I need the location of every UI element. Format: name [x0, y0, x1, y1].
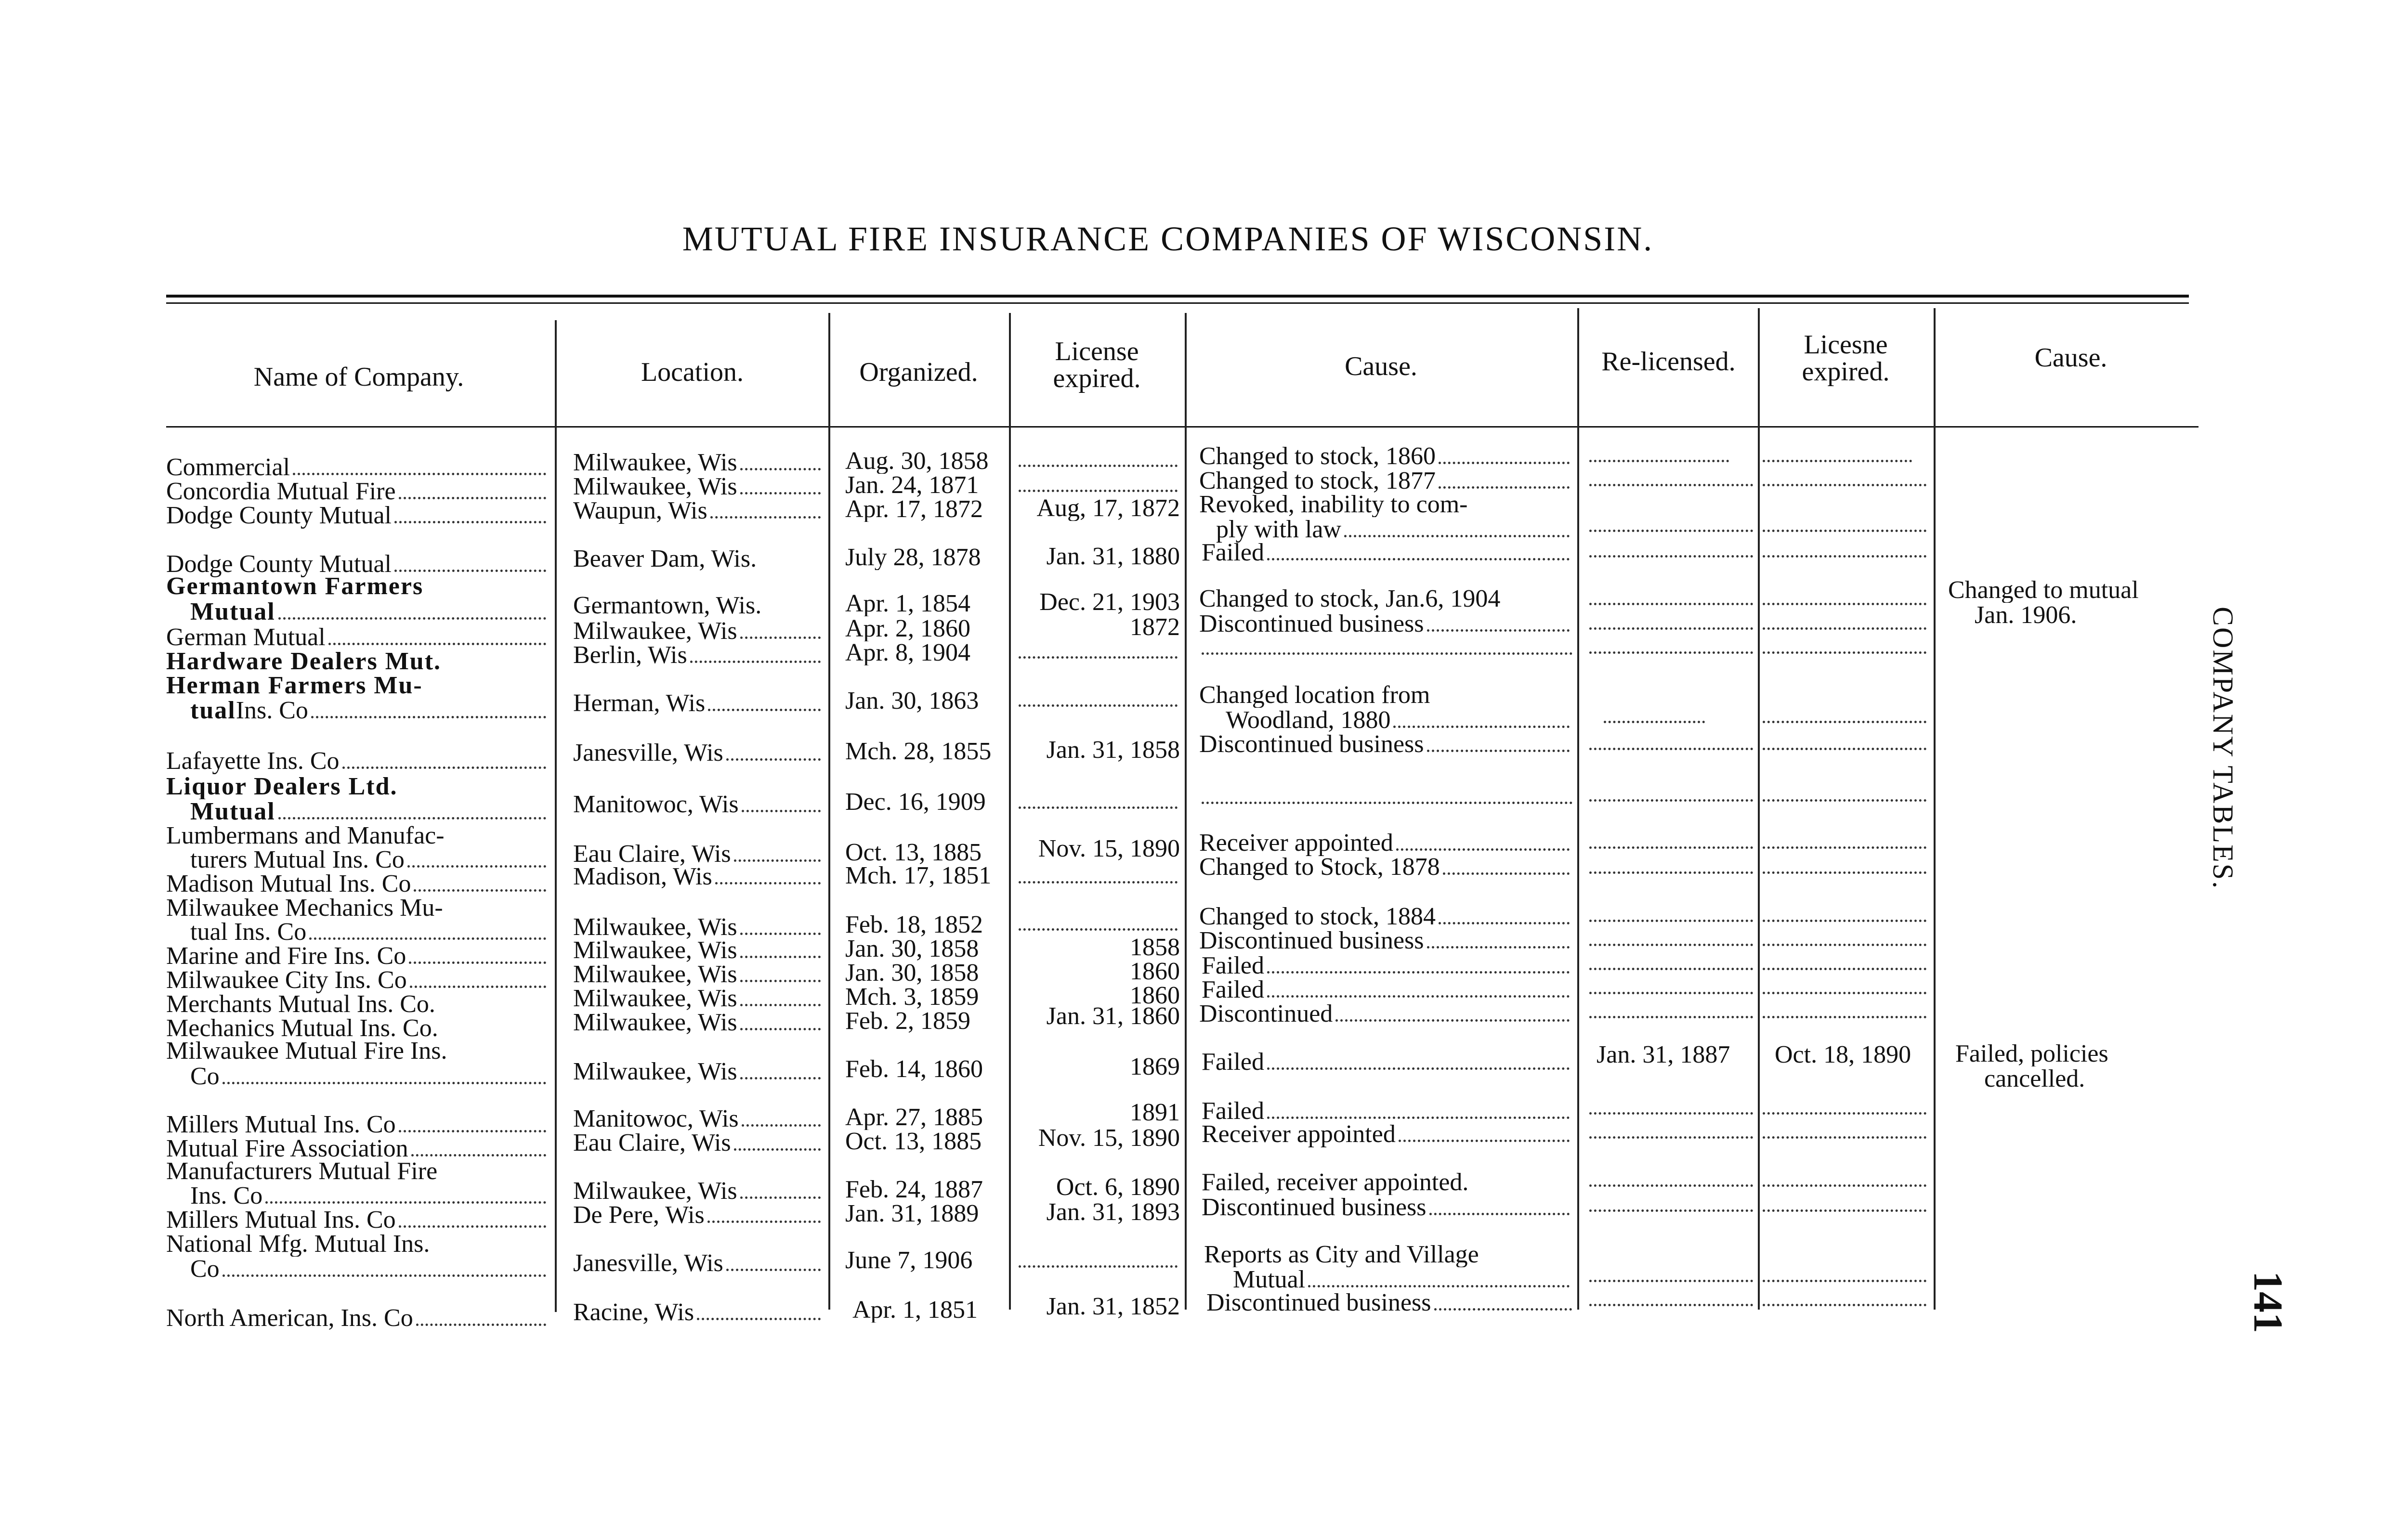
page-number: 141	[2245, 1271, 2291, 1333]
empty-leader	[1763, 944, 1926, 946]
cause-text: Reports as City and Village	[1204, 1242, 1479, 1267]
empty-leader	[1763, 968, 1926, 970]
cause-text: Changed location from	[1199, 683, 1430, 708]
cause-text: Failed	[1202, 1050, 1572, 1075]
organized-date: Aug. 30, 1858	[845, 449, 989, 474]
company-location: Manitowoc, Wis	[573, 792, 824, 818]
empty-leader	[1763, 1304, 1926, 1306]
organized-date: Feb. 2, 1859	[845, 1009, 970, 1034]
empty-leader	[1763, 484, 1926, 486]
cause-text: Failed	[1202, 540, 1572, 566]
company-name: Madison Mutual Ins. Co	[166, 871, 549, 897]
license-expired-date: Jan. 31, 1860	[1046, 1004, 1180, 1029]
company-name: Concordia Mutual Fire	[166, 479, 549, 505]
empty-leader	[1589, 799, 1753, 802]
header-license-line2: expired.	[1053, 364, 1141, 393]
empty-leader	[1604, 721, 1705, 723]
empty-leader	[1763, 799, 1926, 802]
empty-leader	[1589, 871, 1753, 874]
top-rule	[166, 295, 2189, 298]
cause-text: Changed to stock, 1860	[1199, 444, 1572, 469]
company-location: Janesville, Wis	[573, 741, 824, 766]
empty-leader	[1589, 460, 1729, 462]
empty-leader	[1763, 651, 1926, 654]
company-name: Commercial	[166, 455, 549, 481]
company-name: Millers Mutual Ins. Co	[166, 1112, 549, 1138]
empty-leader	[1589, 1184, 1753, 1187]
empty-leader	[1589, 1209, 1753, 1212]
empty-leader	[1589, 530, 1753, 532]
cause-text: Revoked, inability to com-	[1199, 492, 1468, 517]
empty-leader	[1589, 1016, 1753, 1018]
organized-date: Jan. 24, 1871	[845, 473, 979, 498]
header-license-expired	[1011, 338, 1182, 392]
column-divider	[1009, 313, 1011, 1310]
organized-date: Jan. 30, 1863	[845, 689, 979, 714]
company-name-cont: turers Mutual Ins. Co	[190, 847, 549, 873]
company-location: Milwaukee, Wis	[573, 962, 824, 987]
cause-text: Changed to stock, Jan.6, 1904	[1199, 586, 1501, 611]
company-name: Germantown Farmers	[166, 574, 424, 599]
company-location: Janesville, Wis	[573, 1251, 824, 1276]
cause-text: Discontinued business	[1202, 1195, 1572, 1221]
organized-date: Mch. 3, 1859	[845, 985, 979, 1010]
empty-leader	[1589, 920, 1753, 922]
company-name-cont: Co	[190, 1064, 549, 1090]
organized-date: Feb. 14, 1860	[845, 1057, 983, 1082]
empty-leader	[1019, 465, 1178, 467]
organized-date: Apr. 1, 1851	[852, 1298, 978, 1323]
empty-leader	[1763, 1280, 1926, 1282]
company-location: Herman, Wis	[573, 691, 824, 716]
header-cause-2: Cause.	[2034, 343, 2107, 373]
company-name: Manufacturers Mutual Fire	[166, 1159, 438, 1184]
empty-leader	[1589, 846, 1753, 849]
cause-2-text-cont: Jan. 1906.	[1975, 603, 2077, 628]
organized-date: July 28, 1878	[845, 545, 981, 570]
cause-text: Changed to stock, 1877	[1199, 468, 1572, 494]
empty-leader	[1019, 806, 1178, 809]
license-expired-date: Nov. 15, 1890	[1038, 1126, 1180, 1151]
company-name-cont: tual Ins. Co	[190, 698, 549, 724]
company-name: Marine and Fire Ins. Co	[166, 944, 549, 969]
company-location: Milwaukee, Wis	[573, 1010, 824, 1036]
license-expired-date: 1860	[1130, 983, 1180, 1008]
empty-leader	[1589, 1280, 1753, 1282]
cause-text: Failed	[1202, 1099, 1572, 1124]
organized-date: Apr. 17, 1872	[845, 497, 983, 522]
empty-leader	[1589, 944, 1753, 946]
column-divider	[1577, 308, 1579, 1310]
running-head-side: COMPANY TABLES.	[2207, 607, 2239, 890]
cause-text: Discontinued	[1199, 1001, 1572, 1027]
company-name: Lumbermans and Manufac-	[166, 823, 445, 848]
company-location: Eau Claire, Wis	[573, 1130, 824, 1156]
license-expired-date: 1858	[1130, 935, 1180, 960]
license-expired-date: 1860	[1130, 959, 1180, 984]
company-name: German Mutual	[166, 625, 549, 650]
top-rule-thin	[166, 302, 2189, 304]
organized-date: Oct. 13, 1885	[845, 1129, 982, 1154]
cause-text: Failed	[1202, 953, 1572, 979]
company-location: De Pere, Wis	[573, 1203, 824, 1228]
company-name: Dodge County Mutual	[166, 503, 549, 529]
cause-text: Failed, receiver appointed.	[1202, 1170, 1469, 1195]
company-location: Milwaukee, Wis	[573, 938, 824, 963]
empty-leader	[1763, 460, 1912, 462]
company-name: Millers Mutual Ins. Co	[166, 1208, 549, 1233]
column-divider	[828, 313, 830, 1310]
company-name: Herman Farmers Mu-	[166, 673, 423, 698]
company-name: Merchants Mutual Ins. Co.	[166, 992, 435, 1017]
organized-date: Jan. 31, 1889	[845, 1201, 979, 1226]
header-bottom-rule	[166, 426, 2199, 428]
empty-leader	[1589, 484, 1753, 486]
company-name: Liquor Dealers Ltd.	[166, 774, 398, 799]
empty-leader	[1589, 555, 1753, 558]
cause-text-cont: Woodland, 1880	[1226, 708, 1572, 733]
company-name: Hardware Dealers Mut.	[166, 649, 442, 674]
company-location: Manitowoc, Wis	[573, 1106, 824, 1132]
empty-leader	[1763, 603, 1926, 605]
header-organized: Organized.	[859, 357, 978, 387]
empty-leader	[1763, 992, 1926, 994]
company-location: Milwaukee, Wis	[573, 1179, 824, 1204]
organized-date: Mch. 28, 1855	[845, 739, 992, 764]
organized-date: Apr. 2, 1860	[845, 616, 970, 641]
cause-2-text-cont: cancelled.	[1984, 1066, 2085, 1091]
cause-text: Failed	[1202, 977, 1572, 1003]
license-expired-date: Nov. 15, 1890	[1038, 836, 1180, 861]
empty-leader	[1589, 992, 1753, 994]
cause-text: Receiver appointed	[1199, 831, 1572, 856]
empty-leader	[1589, 968, 1753, 970]
organized-date: Apr. 8, 1904	[845, 640, 970, 665]
empty-leader	[1202, 652, 1572, 655]
cause-text: Discontinued business	[1199, 732, 1572, 757]
cause-2-text: Failed, policies	[1955, 1041, 2108, 1066]
license-expired-date: Oct. 6, 1890	[1056, 1175, 1180, 1200]
cause-text: Changed to stock, 1884	[1199, 904, 1572, 930]
column-divider	[555, 320, 557, 1312]
empty-leader	[1019, 928, 1178, 931]
company-location: Madison, Wis	[573, 864, 824, 890]
empty-leader	[1589, 748, 1753, 750]
company-location: Waupun, Wis	[573, 498, 824, 524]
empty-leader	[1763, 920, 1926, 922]
empty-leader	[1763, 721, 1926, 723]
empty-leader	[1589, 603, 1753, 605]
license-expired-2-date: Oct. 18, 1890	[1775, 1042, 1911, 1067]
license-expired-date: 1872	[1130, 615, 1180, 640]
column-divider	[1185, 313, 1187, 1310]
company-name-cont: Mutual	[190, 599, 549, 625]
empty-leader	[1763, 627, 1926, 630]
empty-leader	[1019, 704, 1178, 707]
cause-text: Discontinued business	[1199, 928, 1572, 954]
organized-date: Dec. 16, 1909	[845, 790, 986, 815]
license-expired-date: Jan. 31, 1858	[1046, 738, 1180, 763]
license-expired-date: Dec. 21, 1903	[1039, 590, 1180, 615]
empty-leader	[1763, 748, 1926, 750]
cause-text: Changed to Stock, 1878	[1199, 855, 1572, 880]
license-expired-date: 1891	[1130, 1100, 1180, 1125]
column-divider	[1758, 308, 1760, 1310]
company-name-cont: tual Ins. Co	[190, 920, 549, 945]
company-name: Milwaukee City Ins. Co	[166, 968, 549, 993]
company-name: Mutual Fire Association	[166, 1136, 549, 1162]
empty-leader	[1763, 1136, 1926, 1139]
cause-text: Discontinued business	[1199, 611, 1572, 637]
license-expired-date: Jan. 31, 1852	[1046, 1294, 1180, 1319]
header-license-expired-2	[1760, 331, 1931, 385]
company-location: Germantown, Wis.	[573, 593, 762, 618]
company-name: National Mfg. Mutual Ins.	[166, 1232, 430, 1257]
organized-date: Feb. 24, 1887	[845, 1177, 983, 1202]
company-location: Milwaukee, Wis	[573, 986, 824, 1012]
company-name: North American, Ins. Co	[166, 1306, 549, 1331]
company-location: Milwaukee, Wis	[573, 915, 824, 940]
company-location: Milwaukee, Wis	[573, 619, 824, 644]
empty-leader	[1763, 1184, 1926, 1187]
company-location: Milwaukee, Wis	[573, 1059, 824, 1085]
relicensed-date: Jan. 31, 1887	[1597, 1042, 1730, 1067]
organized-date: Oct. 13, 1885	[845, 840, 982, 865]
organized-date: Apr. 27, 1885	[845, 1105, 983, 1130]
header-license2-line1: Licesne	[1804, 330, 1888, 360]
company-location: Milwaukee, Wis	[573, 450, 824, 476]
empty-leader	[1019, 490, 1178, 492]
organized-date: Jan. 30, 1858	[845, 936, 979, 961]
company-name: Milwaukee Mechanics Mu-	[166, 896, 443, 921]
empty-leader	[1763, 555, 1926, 558]
empty-leader	[1763, 846, 1926, 849]
header-location: Location.	[641, 357, 744, 387]
company-name-cont: Ins. Co	[190, 1183, 549, 1209]
cause-text-cont: Mutual	[1233, 1267, 1572, 1293]
header-license2-line2: expired.	[1802, 357, 1890, 387]
empty-leader	[1019, 656, 1178, 659]
empty-leader	[1589, 1304, 1753, 1306]
organized-date: Jan. 30, 1858	[845, 961, 979, 986]
organized-date: Mch. 17, 1851	[845, 863, 992, 888]
empty-leader	[1589, 651, 1753, 654]
empty-leader	[1589, 1112, 1753, 1115]
header-license-line1: License	[1055, 337, 1139, 366]
empty-leader	[1589, 627, 1753, 630]
company-name: Dodge County Mutual	[166, 552, 549, 577]
header-cause: Cause.	[1345, 351, 1417, 381]
empty-leader	[1019, 881, 1178, 883]
company-location: Milwaukee, Wis	[573, 474, 824, 500]
license-expired-date: Jan. 31, 1880	[1046, 544, 1180, 569]
company-location: Beaver Dam, Wis.	[573, 546, 757, 572]
empty-leader	[1763, 1016, 1926, 1018]
company-name: Milwaukee Mutual Fire Ins.	[166, 1039, 447, 1064]
license-expired-date: 1869	[1130, 1054, 1180, 1079]
empty-leader	[1763, 1112, 1926, 1115]
header-name: Name of Company.	[253, 362, 464, 392]
column-divider	[1934, 308, 1936, 1310]
organized-date: Feb. 18, 1852	[845, 912, 983, 937]
organized-date: June 7, 1906	[845, 1248, 973, 1273]
cause-2-text: Changed to mutual	[1948, 578, 2139, 603]
empty-leader	[1019, 1265, 1178, 1268]
cause-text: Discontinued business	[1206, 1290, 1575, 1316]
empty-leader	[1763, 530, 1926, 532]
cause-text-cont: ply with law	[1216, 517, 1572, 543]
empty-leader	[1763, 871, 1926, 874]
empty-leader	[1589, 1136, 1753, 1139]
company-name: Lafayette Ins. Co	[166, 749, 549, 774]
empty-leader	[1763, 1209, 1926, 1212]
company-name-cont: Co	[190, 1257, 549, 1282]
empty-leader	[1202, 802, 1572, 804]
organized-date: Apr. 1, 1854	[845, 591, 970, 616]
company-location: Berlin, Wis	[573, 643, 824, 668]
company-name: Mechanics Mutual Ins. Co.	[166, 1016, 438, 1041]
company-location: Eau Claire, Wis	[573, 842, 824, 867]
company-location: Racine, Wis	[573, 1300, 824, 1325]
company-name-cont: Mutual	[190, 799, 549, 825]
license-expired-date: Jan. 31, 1893	[1046, 1200, 1180, 1225]
cause-text: Receiver appointed	[1202, 1122, 1572, 1147]
page-title: MUTUAL FIRE INSURANCE COMPANIES OF WISCONSIN.	[682, 220, 1654, 258]
header-relicensed: Re-licensed.	[1601, 347, 1736, 377]
license-expired-date: Aug, 17, 1872	[1036, 496, 1180, 521]
